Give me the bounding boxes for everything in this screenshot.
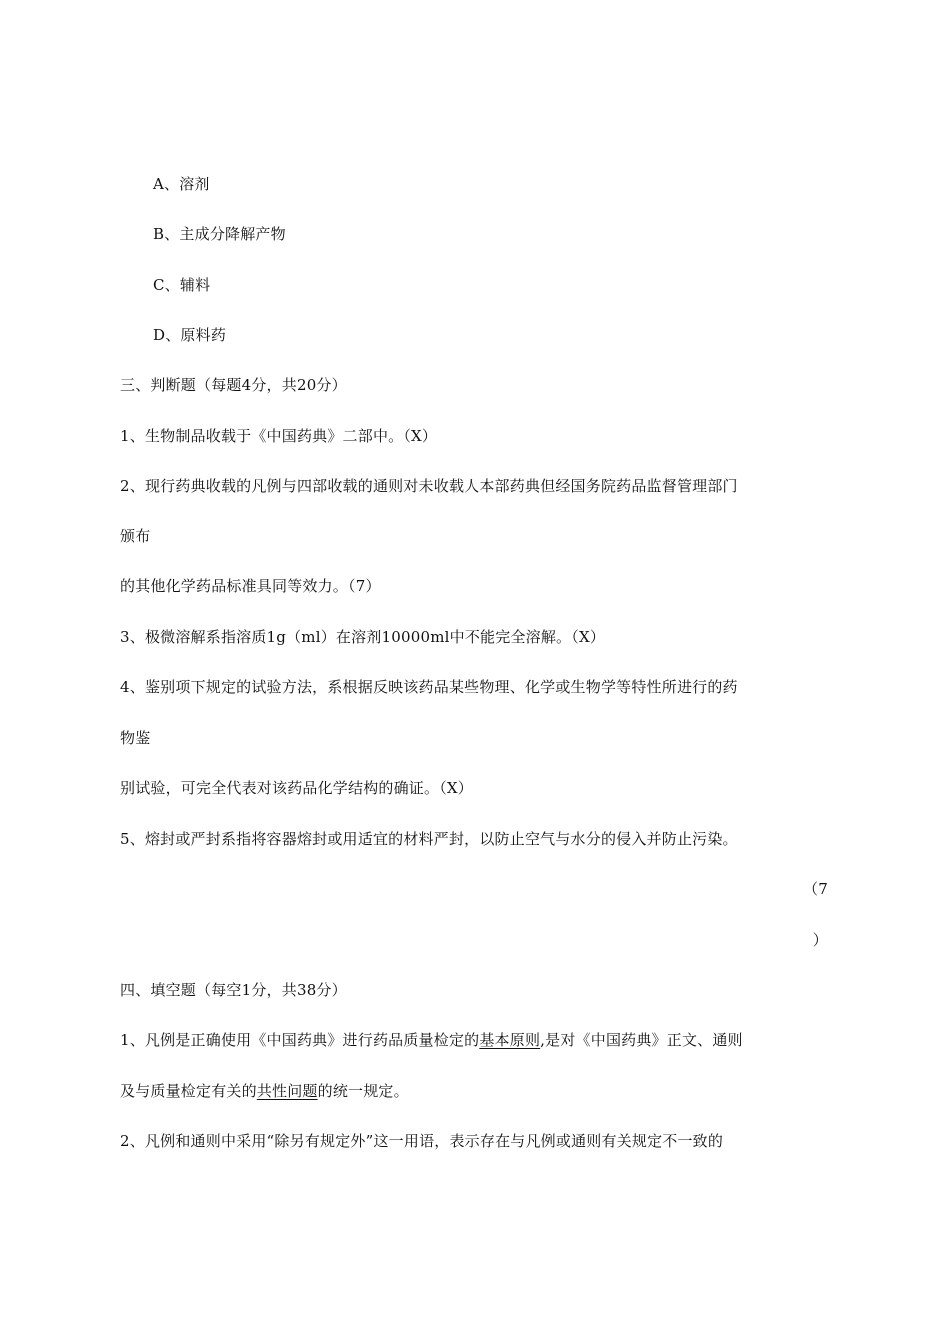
option-b: B、主成分降解产物 bbox=[153, 225, 286, 243]
judgment-question-5-line-1: 5、熔封或严封系指将容器熔封或用适宜的材料严封，以防止空气与水分的侵入并防止污染。 bbox=[120, 830, 738, 848]
judgment-question-2-line-3: 的其他化学药品标准具同等效力。（7） bbox=[120, 577, 381, 595]
judgment-question-4-line-2: 物鉴 bbox=[120, 729, 151, 747]
fill-question-1-text-d: 的统一规定。 bbox=[317, 1082, 409, 1100]
option-c: C、辅料 bbox=[153, 276, 211, 294]
judgment-question-5-answer-close: ） bbox=[812, 931, 828, 949]
judgment-question-3: 3、极微溶解系指溶质1g（ml）在溶剂10000ml中不能完全溶解。（X） bbox=[120, 628, 606, 646]
fill-question-1-text-c: 及与质量检定有关的 bbox=[120, 1082, 257, 1100]
fill-answer-common-issues: 共性问题 bbox=[256, 1082, 318, 1100]
option-a: A、溶剂 bbox=[153, 175, 210, 193]
fill-question-1-line-1 bbox=[120, 1030, 743, 1050]
judgment-question-2-line-2: 颁布 bbox=[120, 527, 151, 545]
fill-question-1-line-2 bbox=[120, 1081, 409, 1101]
fill-question-1-text-a: 1、凡例是正确使用《中国药典》进行药品质量检定的 bbox=[120, 1031, 480, 1049]
section-heading-judgment: 三、判断题（每题4分，共20分） bbox=[120, 376, 347, 394]
option-d: D、原料药 bbox=[153, 326, 227, 344]
fill-question-2-line-1: 2、凡例和通则中采用“除另有规定外”这一用语，表示存在与凡例或通则有关规定不一致的 bbox=[120, 1132, 724, 1150]
judgment-question-2-line-1: 2、现行药典收载的凡例与四部收载的通则对未收载人本部药典但经国务院药品监督管理部门 bbox=[120, 477, 738, 495]
fill-answer-basic-principle: 基本原则 bbox=[479, 1031, 541, 1049]
fill-question-1-text-b: ,是对《中国药典》正文、通则 bbox=[540, 1031, 743, 1049]
judgment-question-1: 1、生物制品收载于《中国药典》二部中。（X） bbox=[120, 427, 438, 445]
section-heading-fill-blank: 四、填空题（每空1分，共38分） bbox=[120, 981, 347, 999]
judgment-question-5-answer-open: （7 bbox=[803, 880, 828, 898]
judgment-question-4-line-3: 别试验，可完全代表对该药品化学结构的确证。（X） bbox=[120, 779, 473, 797]
judgment-question-4-line-1: 4、鉴别项下规定的试验方法，系根据反映该药品某些物理、化学或生物学等特性所进行的药 bbox=[120, 678, 738, 696]
